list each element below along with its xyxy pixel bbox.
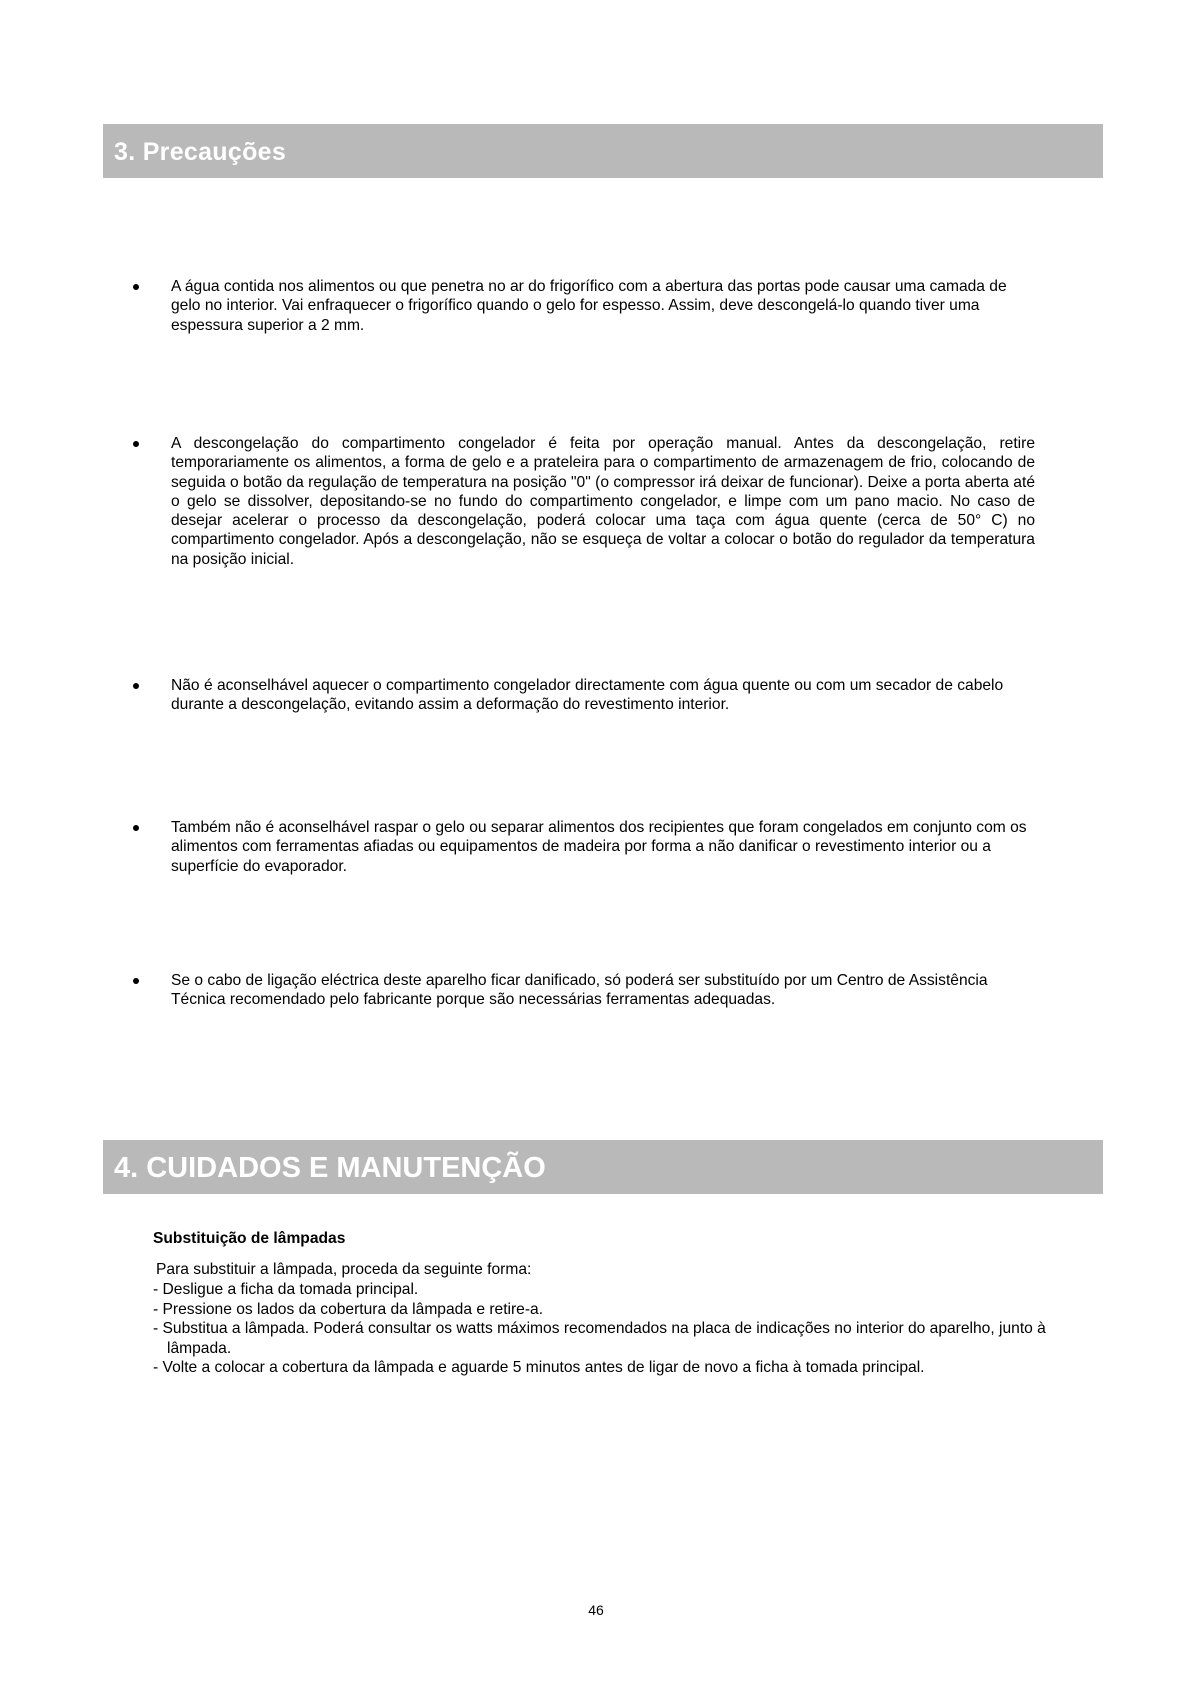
lamp-replacement-heading: Substituição de lâmpadas bbox=[153, 1230, 346, 1247]
bullet-icon bbox=[133, 284, 139, 290]
precaution-text: Também não é aconselhável raspar o gelo ou separar alimentos dos recipientes que foram congelados em conjunto com os alimentos com ferramentas afiadas ou equipamentos de madeira por forma a não danificar o revestimento interior ou a superfície do evaporador. bbox=[171, 819, 1027, 875]
bullet-icon bbox=[133, 683, 139, 689]
section-3-title: 3. Precauções bbox=[114, 138, 287, 166]
lamp-replacement-steps bbox=[153, 1280, 1083, 1378]
precaution-text: A descongelação do compartimento congelador é feita por operação manual. Antes da descongelação, retire temporariamente os alimentos, a forma de gelo e a prateleira para o compartimento de armazenagem de frio, colocando de seguida o botão da regulação de temperatura na posição "0" (o compressor irá deixar de funcionar). Deixe a porta aberta até o gelo se dissolver, depositando-se no fundo do compartimento congelador, e limpe com um pano macio. No caso de desejar acelerar o processo da descongelação, poderá colocar uma taça com água quente (cerca de 50° C) no compartimento congelador. Após a descongelação, não se esqueça de voltar a colocar o botão do regulador da temperatura na posição inicial. bbox=[171, 435, 1035, 568]
precaution-text: A água contida nos alimentos ou que penetra no ar do frigorífico com a abertura das portas pode causar uma camada de gelo no interior. Vai enfraquecer o frigorífico quando o gelo for espesso. Assim, deve descongelá-lo quando tiver uma espessura superior a 2 mm. bbox=[171, 278, 1007, 334]
page-number: 46 bbox=[588, 1602, 604, 1618]
section-4-header bbox=[103, 1140, 1103, 1194]
lamp-step: - Pressione os lados da cobertura da lâmpada e retire-a. bbox=[153, 1300, 544, 1318]
section-3-header bbox=[103, 124, 1103, 178]
bullet-icon bbox=[133, 441, 139, 447]
lamp-replacement-intro: Para substituir a lâmpada, proceda da seguinte forma: bbox=[156, 1261, 532, 1278]
lamp-step: - Substitua a lâmpada. Poderá consultar os watts máximos recomendados na placa de indicações no interior do aparelho, junto à lâmpada. bbox=[153, 1320, 1046, 1357]
bullet-icon bbox=[133, 978, 139, 984]
section-4-title: 4. CUIDADOS E MANUTENÇÃO bbox=[114, 1152, 546, 1184]
precaution-text: Se o cabo de ligação eléctrica deste aparelho ficar danificado, só poderá ser substituído por um Centro de Assistência Técnica recomendado pelo fabricante porque são necessárias ferramentas adequadas. bbox=[171, 972, 988, 1009]
precaution-text: Não é aconselhável aquecer o compartimento congelador directamente com água quente ou com um secador de cabelo durante a descongelação, evitando assim a deformação do revestimento interior. bbox=[171, 677, 1004, 714]
lamp-step: - Volte a colocar a cobertura da lâmpada e aguarde 5 minutos antes de ligar de novo a ficha à tomada principal. bbox=[153, 1359, 925, 1376]
lamp-step: - Desligue a ficha da tomada principal. bbox=[153, 1281, 419, 1298]
bullet-icon bbox=[133, 825, 139, 831]
